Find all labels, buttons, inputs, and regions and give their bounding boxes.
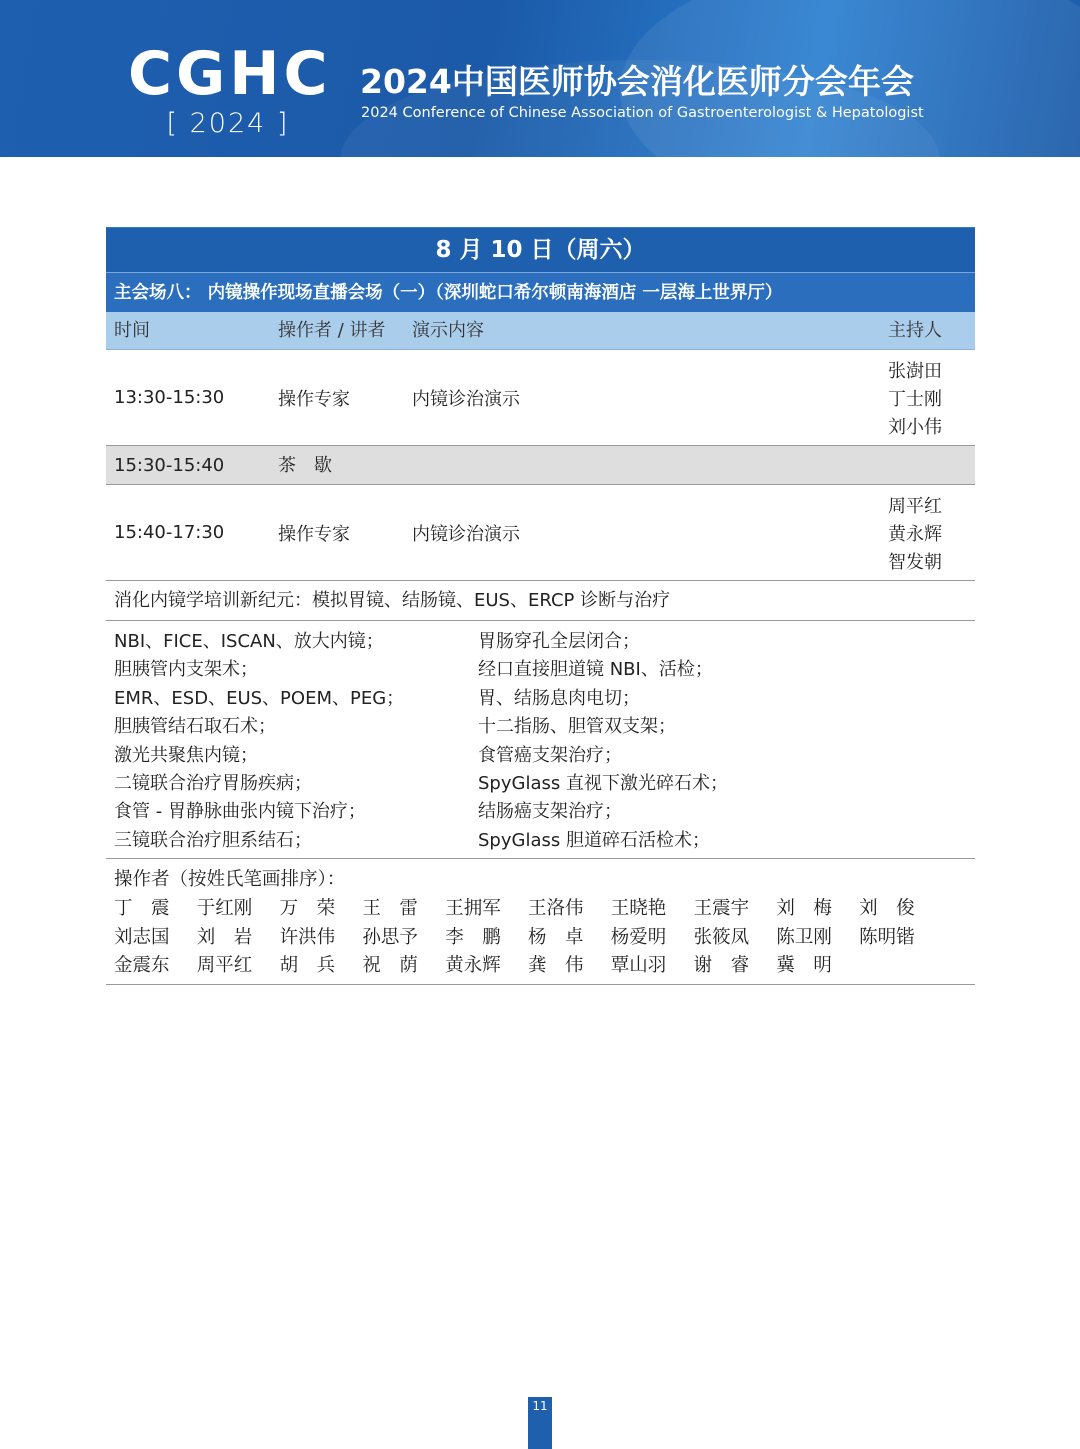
operator-name: 杨爱明 bbox=[610, 926, 667, 948]
page-header bbox=[0, 0, 1080, 157]
topic-item: 食管癌支架治疗； bbox=[478, 744, 622, 766]
operator-name: 黄永辉 bbox=[445, 955, 501, 976]
operator-name: 王拥军 bbox=[445, 898, 501, 919]
host-name: 智发朝 bbox=[888, 552, 942, 573]
operators-row bbox=[114, 924, 942, 953]
training-title: 消化内镜学培训新纪元：模拟胃镜、结肠镜、EUS、ERCP 诊断与治疗 bbox=[106, 581, 975, 621]
row-content: 内镜诊治演示 bbox=[412, 523, 520, 545]
operator-name: 张筱凤 bbox=[693, 926, 750, 948]
topics-right bbox=[478, 628, 728, 855]
operator-name: 王 雷 bbox=[362, 898, 418, 919]
operator-name: 杨 卓 bbox=[527, 926, 584, 948]
row-time: 13:30-15:30 bbox=[114, 387, 225, 408]
operator-name: 李 鹏 bbox=[445, 926, 501, 948]
logo-mark: CGHC bbox=[128, 39, 332, 109]
operator-name: 胡 兵 bbox=[279, 955, 336, 976]
operator-name: 于红刚 bbox=[196, 898, 253, 919]
operator-name: 孙思予 bbox=[362, 926, 418, 948]
row-hosts bbox=[888, 493, 942, 577]
topic-item: 胃、结肠息肉电切； bbox=[478, 687, 640, 709]
operator-name: 王洛伟 bbox=[527, 898, 584, 919]
row-operator: 操作专家 bbox=[278, 388, 350, 410]
table-header bbox=[106, 312, 975, 350]
row-operator: 操作专家 bbox=[278, 523, 350, 545]
topics-left bbox=[114, 628, 404, 855]
schedule-date: 8 月 10 日（周六） bbox=[106, 227, 975, 272]
host-name: 张澍田 bbox=[888, 361, 942, 382]
operator-name: 祝 荫 bbox=[362, 955, 418, 976]
operators-row bbox=[114, 895, 942, 924]
topic-item: EMR、ESD、EUS、POEM、PEG； bbox=[114, 687, 405, 709]
operator-name: 王震宇 bbox=[693, 898, 750, 919]
conference-title-cn: 2024中国医师协会消化医师分会年会 bbox=[360, 62, 914, 101]
conference-title-en: 2024 Conference of Chinese Association of Gastroenterologist & Hepatologist bbox=[361, 105, 924, 121]
logo-year: [ 2024 ] bbox=[166, 108, 290, 139]
page-number: 11 bbox=[528, 1397, 552, 1449]
col-time: 时间 bbox=[114, 320, 150, 341]
operator-name: 王晓艳 bbox=[610, 898, 667, 919]
row-hosts bbox=[888, 358, 942, 442]
topic-item: 二镜联合治疗胃肠疾病； bbox=[114, 773, 312, 795]
col-operator: 操作者 / 讲者 bbox=[278, 320, 386, 341]
col-content: 演示内容 bbox=[412, 320, 484, 341]
operator-name: 谢 睿 bbox=[693, 955, 750, 976]
operator-name: 刘志国 bbox=[114, 926, 170, 948]
operator-name: 龚 伟 bbox=[527, 955, 584, 976]
venue-title: 主会场八： 内镜操作现场直播会场（一）（深圳蛇口希尔顿南海酒店 一层海上世界厅） bbox=[106, 272, 975, 312]
operator-name: 丁 震 bbox=[114, 898, 170, 919]
operators-section bbox=[106, 859, 975, 985]
operators-row bbox=[114, 952, 942, 981]
row-time: 15:40-17:30 bbox=[114, 522, 225, 543]
operator-name: 冀 明 bbox=[776, 955, 832, 976]
operator-name: 周平红 bbox=[196, 955, 253, 976]
table-row-break bbox=[106, 446, 975, 485]
cghc-logo bbox=[128, 39, 332, 140]
operator-name: 许洪伟 bbox=[279, 926, 336, 948]
training-topics bbox=[106, 621, 975, 859]
table-row bbox=[106, 350, 975, 446]
row-time: 15:30-15:40 bbox=[114, 455, 225, 476]
topic-item: 胆胰管结石取石术； bbox=[114, 716, 276, 738]
topic-item: NBI、FICE、ISCAN、放大内镜； bbox=[114, 631, 384, 652]
host-name: 刘小伟 bbox=[888, 417, 942, 438]
host-name: 黄永辉 bbox=[888, 524, 942, 545]
topic-item: 激光共聚焦内镜； bbox=[114, 744, 258, 766]
operator-name: 刘 岩 bbox=[196, 926, 253, 948]
topic-item: 胆胰管内支架术； bbox=[114, 659, 258, 681]
row-operator: 茶 歇 bbox=[278, 455, 332, 476]
topic-item: SpyGlass 直视下激光碎石术； bbox=[478, 773, 728, 795]
topic-item: 结肠癌支架治疗； bbox=[478, 801, 622, 823]
operator-name: 陈卫刚 bbox=[776, 926, 832, 948]
col-host: 主持人 bbox=[888, 320, 942, 341]
topic-item: 食管 - 胃静脉曲张内镜下治疗； bbox=[114, 801, 366, 823]
operator-name: 覃山羽 bbox=[610, 955, 667, 976]
operator-name: 金震东 bbox=[114, 955, 170, 976]
operators-grid bbox=[114, 895, 942, 981]
topic-item: 三镜联合治疗胆系结石； bbox=[114, 829, 312, 851]
topic-item: 十二指肠、胆管双支架； bbox=[478, 716, 676, 738]
operator-name: 万 荣 bbox=[279, 898, 336, 919]
host-name: 周平红 bbox=[888, 496, 942, 517]
operator-name: 刘 梅 bbox=[776, 898, 832, 919]
host-name: 丁士刚 bbox=[888, 389, 942, 410]
row-content: 内镜诊治演示 bbox=[412, 388, 520, 410]
operator-name: 陈明锴 bbox=[859, 926, 915, 948]
topic-item: SpyGlass 胆道碎石活检术； bbox=[478, 829, 710, 851]
schedule-table bbox=[106, 227, 975, 985]
topic-item: 经口直接胆道镜 NBI、活检； bbox=[478, 659, 713, 681]
operators-title: 操作者（按姓氏笔画排序）： bbox=[114, 869, 346, 890]
topic-item: 胃肠穿孔全层闭合； bbox=[478, 631, 640, 652]
operator-name: 刘 俊 bbox=[859, 898, 915, 919]
table-row bbox=[106, 485, 975, 581]
